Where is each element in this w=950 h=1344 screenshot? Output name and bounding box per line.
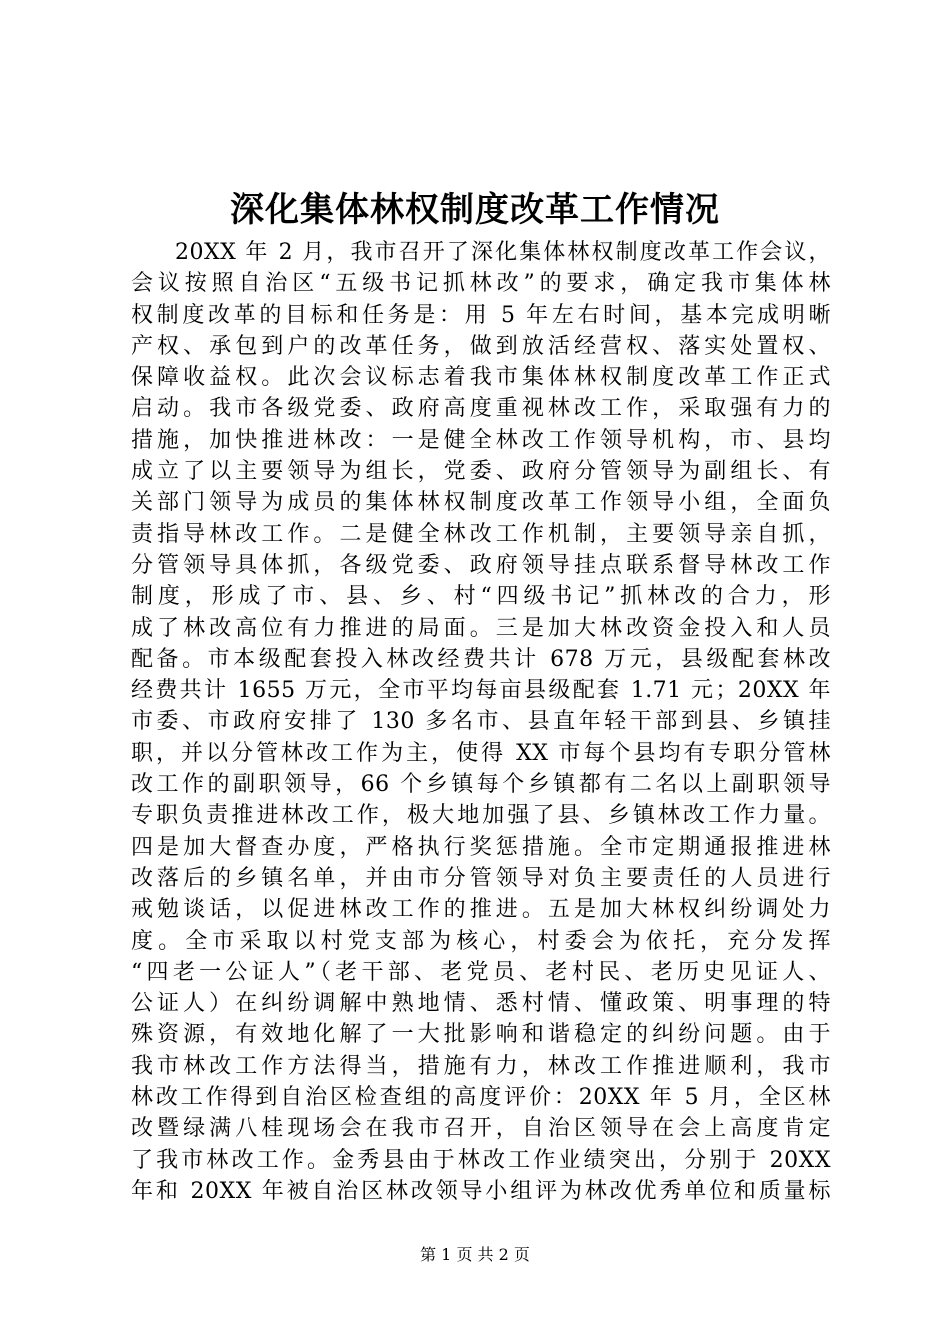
body-line: 制度，形成了市、县、乡、村“四级书记”抓林改的合力，形 — [131, 584, 831, 610]
body-line: 改工作的副职领导，66 个乡镇每个乡镇都有二名以上副职领导 — [131, 772, 831, 798]
body-line: 戒勉谈话，以促进林改工作的推进。五是加大林权纠纷调处力 — [131, 897, 831, 923]
body-line: 年和 20XX 年被自治区林改领导小组评为林改优秀单位和质量标 — [131, 1178, 831, 1204]
body-line: 改落后的乡镇名单，并由市分管领导对负主要责任的人员进行 — [131, 865, 831, 891]
body-line: 会议按照自治区“五级书记抓林改”的要求，确定我市集体林 — [131, 271, 831, 297]
document-body — [131, 237, 831, 1207]
body-line: 四是加大督查办度，严格执行奖惩措施。全市定期通报推进林 — [131, 834, 831, 860]
body-line: 配备。市本级配套投入林改经费共计 678 万元，县级配套林改 — [131, 646, 831, 672]
body-line: 市委、市政府安排了 130 多名市、县直年轻干部到县、乡镇挂 — [131, 709, 831, 735]
body-line: 专职负责推进林改工作，极大地加强了县、乡镇林改工作力量。 — [131, 803, 831, 829]
body-line: 保障收益权。此次会议标志着我市集体林权制度改革工作正式 — [131, 365, 831, 391]
body-line: 产权、承包到户的改革任务，做到放活经营权、落实处置权、 — [131, 333, 831, 359]
body-line: 林改工作得到自治区检查组的高度评价：20XX 年 5 月，全区林 — [131, 1085, 831, 1111]
body-line: 殊资源，有效地化解了一大批影响和谐稳定的纠纷问题。由于 — [131, 1022, 831, 1048]
body-line: 权制度改革的目标和任务是：用 5 年左右时间，基本完成明晰 — [131, 302, 831, 328]
body-line: 我市林改工作方法得当，措施有力，林改工作推进顺利，我市 — [131, 1053, 831, 1079]
body-line: 了我市林改工作。金秀县由于林改工作业绩突出，分别于 20XX — [131, 1147, 831, 1173]
body-line: 公证人）在纠纷调解中熟地情、悉村情、懂政策、明事理的特 — [131, 991, 831, 1017]
page-footer: 第 1 页 共 2 页 — [420, 1245, 530, 1264]
body-line: 措施，加快推进林改：一是健全林改工作领导机构，市、县均 — [131, 427, 831, 453]
body-line: 20XX 年 2 月，我市召开了深化集体林权制度改革工作会议， — [175, 240, 831, 265]
document-title: 深化集体林权制度改革工作情况 — [230, 190, 720, 230]
body-line: 经费共计 1655 万元，全市平均每亩县级配套 1.71 元；20XX 年 — [131, 678, 831, 704]
body-line: 启动。我市各级党委、政府高度重视林改工作，采取强有力的 — [131, 396, 831, 422]
body-line: 分管领导具体抓，各级党委、政府领导挂点联系督导林改工作 — [131, 552, 831, 578]
body-line: “四老一公证人”（老干部、老党员、老村民、老历史见证人、 — [131, 959, 831, 985]
body-line: 成了林改高位有力推进的局面。三是加大林改资金投入和人员 — [131, 615, 831, 641]
body-line: 关部门领导为成员的集体林权制度改革工作领导小组，全面负 — [131, 490, 831, 516]
body-line: 度。全市采取以村党支部为核心，村委会为依托，充分发挥 — [131, 928, 831, 954]
body-line: 成立了以主要领导为组长，党委、政府分管领导为副组长、有 — [131, 459, 831, 485]
body-line: 责指导林改工作。二是健全林改工作机制，主要领导亲自抓， — [131, 521, 831, 547]
body-line: 职，并以分管林改工作为主，使得 XX 市每个县均有专职分管林 — [131, 740, 831, 766]
body-line: 改暨绿满八桂现场会在我市召开，自治区领导在会上高度肯定 — [131, 1116, 831, 1142]
